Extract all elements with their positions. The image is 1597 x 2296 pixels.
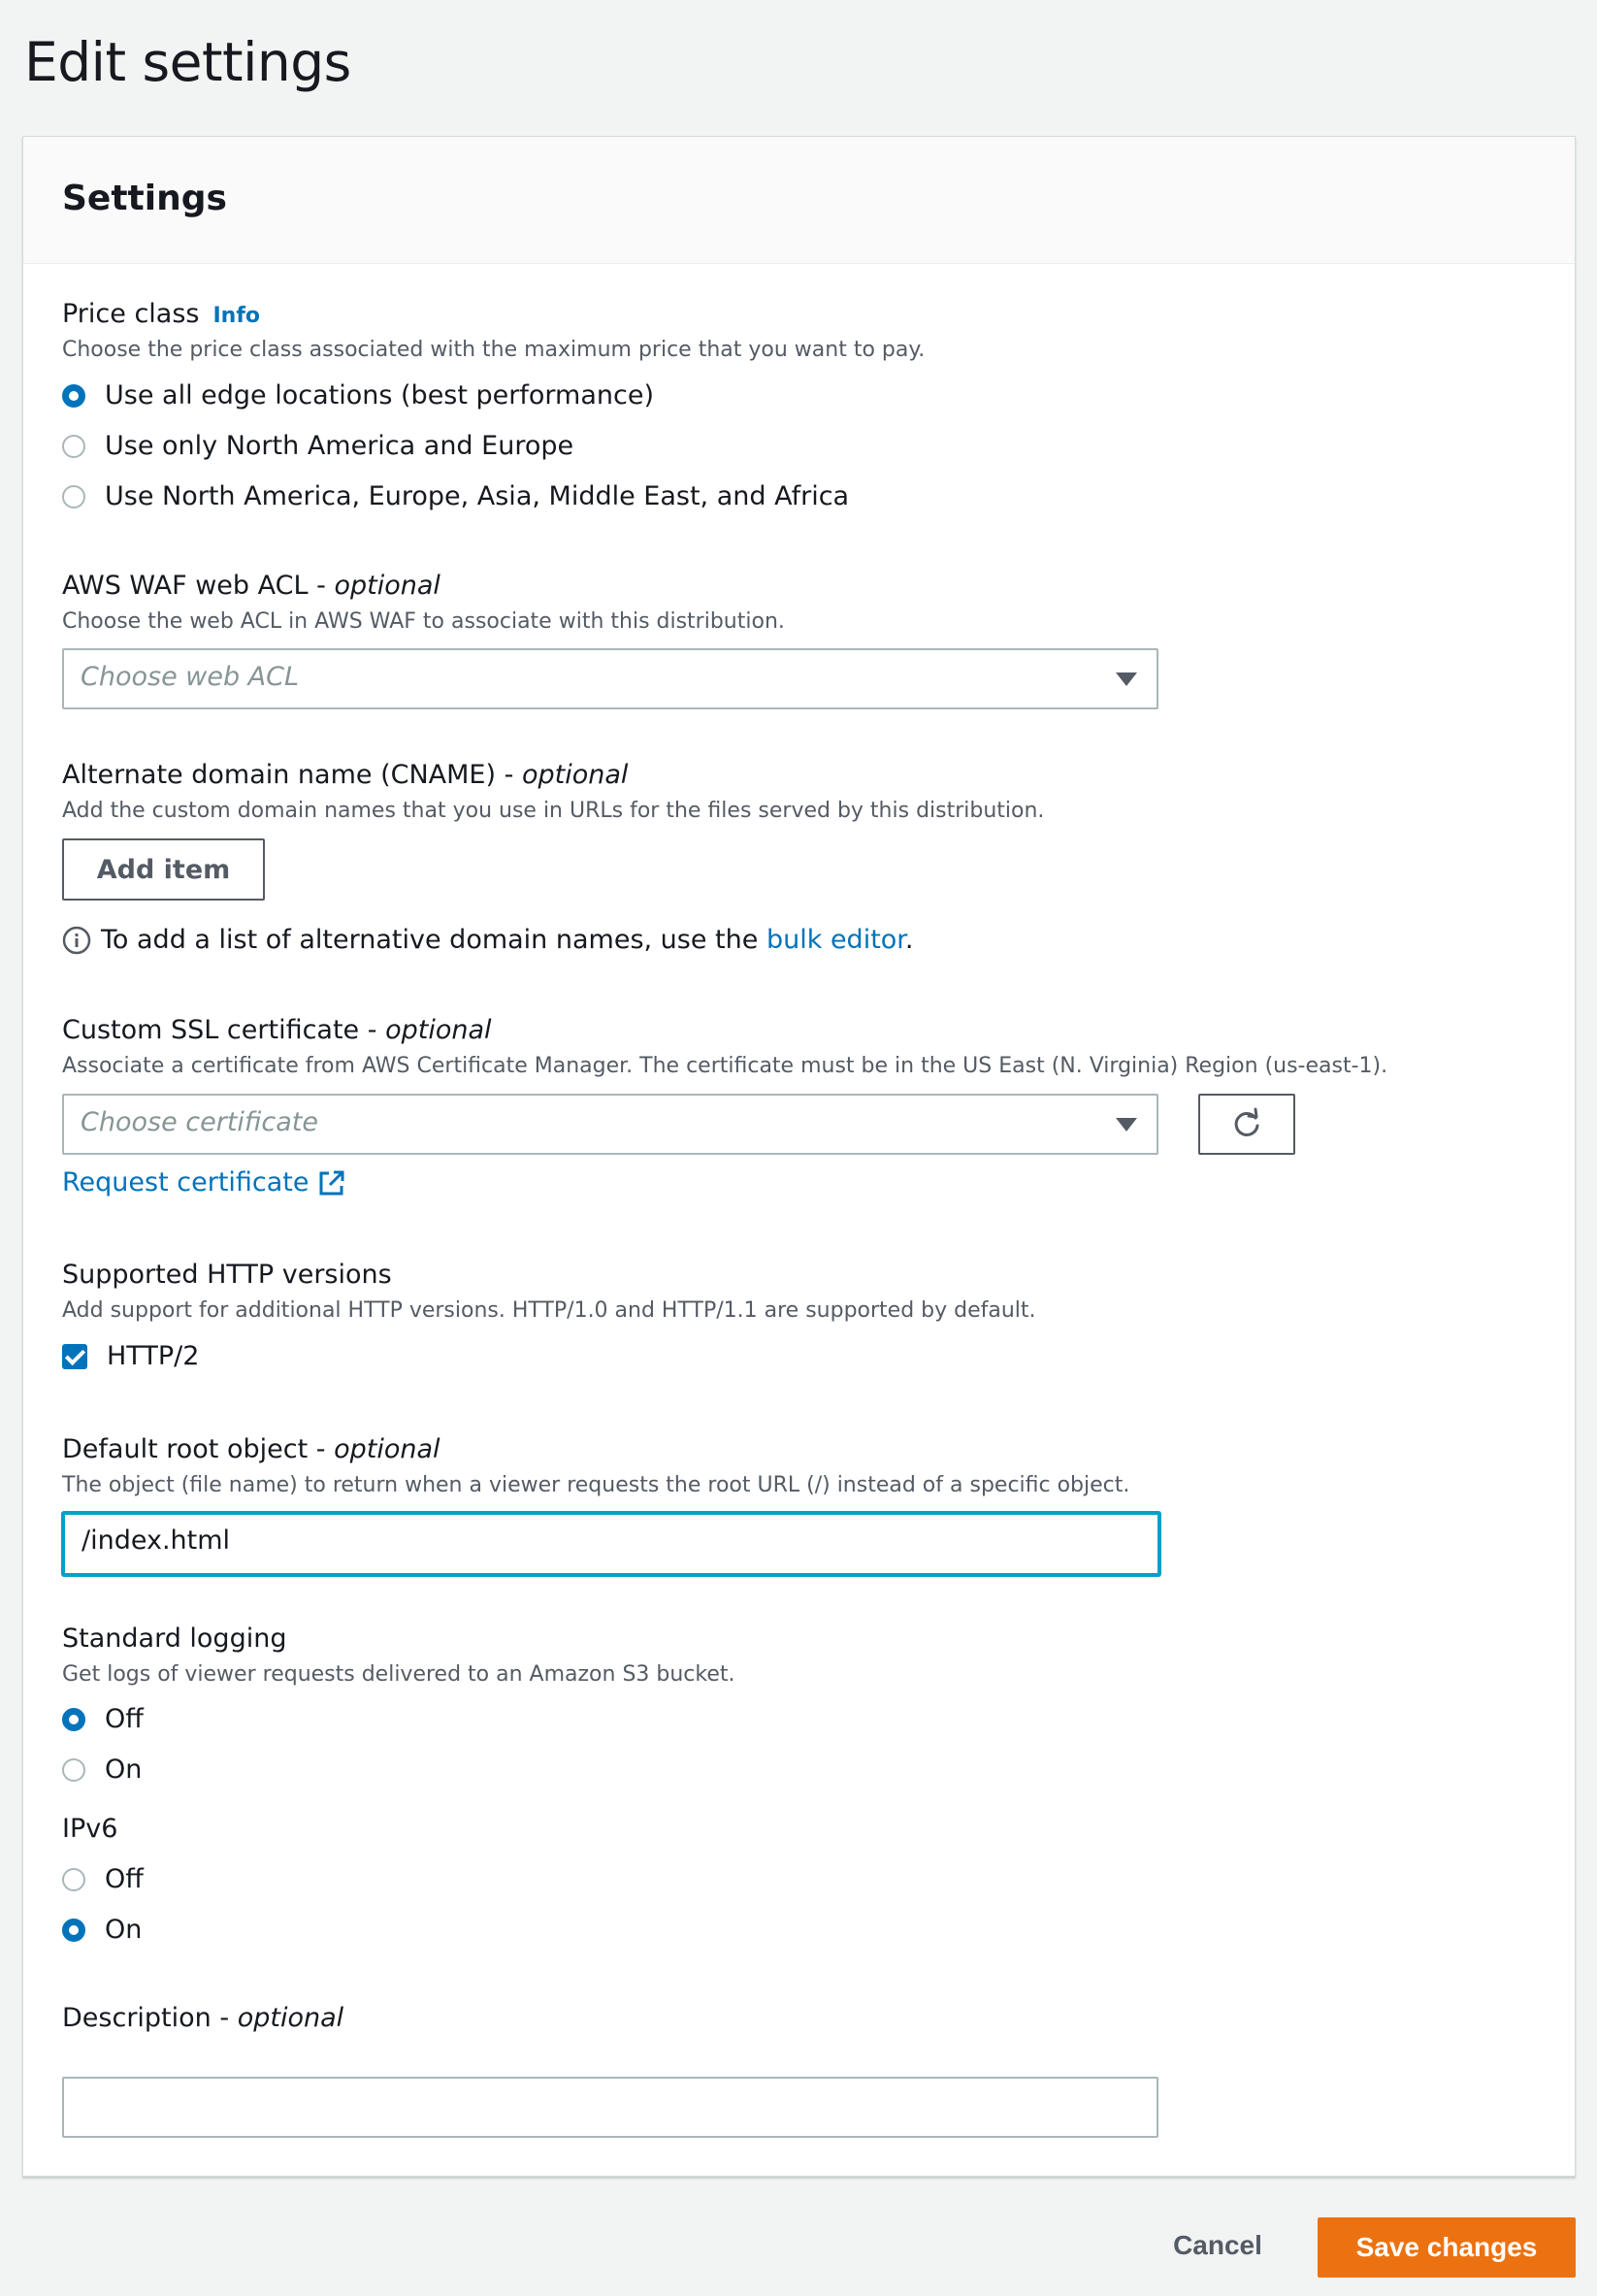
ssl-certificate-select[interactable] [62, 1094, 1158, 1155]
root-object-input[interactable] [62, 1512, 1160, 1576]
http2-label: HTTP/2 [107, 1341, 200, 1371]
root-object-value: /index.html [81, 1525, 231, 1556]
ssl-description: Associate a certificate from AWS Certificate Manager. The certificate must be in the US East (N. Virginia) Region (us-east-1). [62, 1054, 1388, 1078]
caret-down-icon [1116, 672, 1137, 686]
logging-description: Get logs of viewer requests delivered to an Amazon S3 bucket. [62, 1662, 735, 1687]
description-label-text: Description [62, 2003, 212, 2033]
ipv6-label: IPv6 [62, 1814, 118, 1844]
waf-description: Choose the web ACL in AWS WAF to associate with this distribution. [62, 609, 785, 634]
price-class-description: Choose the price class associated with the maximum price that you want to pay. [62, 338, 926, 362]
cname-hint-text [101, 923, 914, 958]
radio-price-na-eu-asia-me-africa[interactable] [62, 477, 849, 516]
price-class-info-link[interactable]: Info [212, 304, 261, 328]
root-object-description: The object (file name) to return when a viewer requests the root URL (/) instead of a specific object. [62, 1473, 1130, 1497]
optional-tag: optional [334, 571, 440, 601]
radio-label: On [105, 1755, 143, 1785]
optional-tag: optional [385, 1015, 492, 1045]
waf-label-text: AWS WAF web ACL [62, 571, 309, 601]
ssl-label: Custom SSL certificate - optional [62, 1015, 492, 1045]
radio-button[interactable] [62, 435, 85, 458]
logging-radio-group [62, 1700, 144, 1789]
panel-header [23, 137, 1575, 264]
radio-button[interactable] [62, 485, 85, 508]
radio-button[interactable] [62, 1868, 85, 1891]
refresh-icon [1229, 1107, 1264, 1142]
logging-label: Standard logging [62, 1624, 287, 1654]
radio-label: On [105, 1915, 143, 1945]
save-changes-button[interactable]: Save changes [1318, 2217, 1576, 2278]
price-class-label [62, 297, 260, 334]
hint-suffix: . [904, 925, 914, 955]
radio-label: Off [105, 1704, 144, 1734]
description-input[interactable] [62, 2077, 1158, 2138]
radio-price-na-europe[interactable] [62, 427, 849, 466]
radio-button[interactable] [62, 1919, 85, 1942]
external-link-icon [317, 1168, 346, 1197]
radio-label: Off [105, 1864, 144, 1894]
settings-panel [22, 136, 1576, 2177]
add-item-button[interactable]: Add item [62, 838, 265, 901]
radio-label: Use all edge locations (best performance) [105, 380, 654, 410]
http-versions-description: Add support for additional HTTP versions. HTTP/1.0 and HTTP/1.1 are supported by default. [62, 1298, 1036, 1323]
ipv6-radio-group [62, 1860, 144, 1950]
radio-price-all-edge[interactable] [62, 377, 849, 415]
ssl-select-placeholder: Choose certificate [81, 1107, 318, 1137]
root-object-label-text: Default root object [62, 1434, 309, 1464]
optional-tag: optional [334, 1434, 440, 1464]
waf-select-placeholder: Choose web ACL [81, 662, 300, 692]
cname-label-text: Alternate domain name (CNAME) [62, 760, 497, 790]
radio-ipv6-on[interactable] [62, 1911, 144, 1950]
description-label: Description - optional [62, 2003, 344, 2033]
ssl-label-text: Custom SSL certificate [62, 1015, 360, 1045]
radio-label: Use North America, Europe, Asia, Middle East, and Africa [105, 481, 850, 511]
radio-ipv6-off[interactable] [62, 1860, 144, 1899]
radio-button[interactable] [62, 1708, 85, 1731]
optional-tag: optional [237, 2003, 344, 2033]
cname-label: Alternate domain name (CNAME) - optional [62, 760, 629, 790]
cname-hint [62, 923, 914, 958]
caret-down-icon [1116, 1118, 1137, 1132]
cancel-button[interactable]: Cancel [1145, 2222, 1290, 2269]
waf-label: AWS WAF web ACL - optional [62, 571, 440, 601]
radio-logging-off[interactable] [62, 1700, 144, 1739]
request-certificate-text[interactable]: Request certificate [62, 1167, 310, 1197]
price-class-radio-group [62, 377, 849, 516]
radio-button[interactable] [62, 384, 85, 408]
http2-checkbox-row[interactable] [62, 1337, 199, 1376]
page-title: Edit settings [24, 31, 351, 93]
request-certificate-link[interactable] [62, 1165, 346, 1200]
info-circle-icon [62, 926, 91, 955]
waf-select[interactable] [62, 648, 1158, 709]
radio-logging-on[interactable] [62, 1751, 144, 1789]
bulk-editor-link[interactable]: bulk editor [766, 925, 905, 955]
http-versions-label: Supported HTTP versions [62, 1260, 392, 1290]
price-class-label-text: Price class [62, 299, 200, 329]
cname-description: Add the custom domain names that you use in URLs for the files served by this distribution. [62, 799, 1045, 823]
panel-title: Settings [62, 179, 227, 218]
root-object-label: Default root object - optional [62, 1434, 440, 1464]
optional-tag: optional [521, 760, 629, 790]
radio-label: Use only North America and Europe [105, 431, 574, 461]
radio-button[interactable] [62, 1758, 85, 1782]
refresh-certificates-button[interactable] [1198, 1094, 1295, 1155]
hint-prefix: To add a list of alternative domain names, use the [101, 925, 759, 955]
http2-checkbox[interactable] [62, 1344, 87, 1369]
